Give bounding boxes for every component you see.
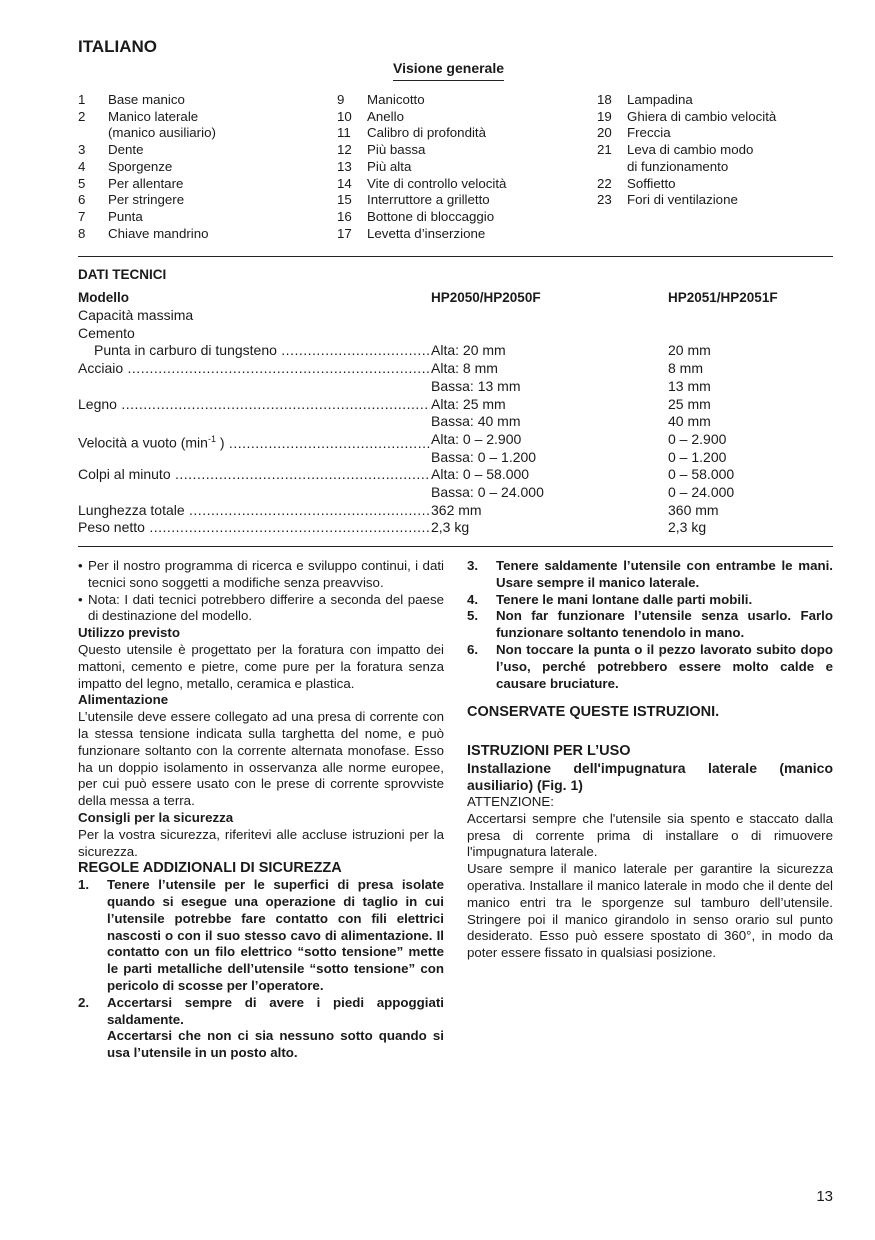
part-item (597, 159, 776, 176)
spec-row (78, 325, 833, 343)
part-label: (manico ausiliario) (108, 125, 216, 141)
note-bullet: • Per il nostro programma di ricerca e sviluppo continui, i dati tecnici sono soggetti a modifiche senza preavviso. (78, 558, 444, 590)
spec-value-model-1: Bassa: 0 – 1.200 (431, 448, 537, 465)
spec-value-model-1: Bassa: 13 mm (431, 377, 521, 394)
spec-value-model-1: Bassa: 0 – 24.000 (431, 484, 544, 500)
part-label: Anello (367, 108, 404, 124)
right-column (467, 558, 833, 962)
part-number: 22 (597, 175, 612, 191)
part-item (597, 125, 776, 142)
part-item (78, 209, 216, 226)
spec-value-model-2: 25 mm (668, 395, 711, 412)
part-item (597, 109, 776, 126)
part-number (597, 159, 627, 176)
spec-value-model-1: Bassa: 40 mm (431, 413, 521, 430)
part-label: Bottone di bloccaggio (367, 208, 495, 224)
part-number: 11 (337, 125, 351, 141)
safety-rule-3: 3. Tenere saldamente l’utensile con entrambe le mani. Usare sempre il manico laterale. (467, 558, 833, 590)
keep-instructions-title: CONSERVATE QUESTE ISTRUZIONI. (467, 704, 720, 721)
spec-label: Capacità massima (78, 307, 194, 323)
spec-value-model-2: 0 – 58.000 (668, 466, 735, 483)
part-item (337, 92, 506, 109)
part-label: Più bassa (367, 142, 426, 158)
safety-rule-1: 1. Tenere l’utensile per le superfici di presa isolate quando si esegue una operazione di taglio in cui l’utensile potrebbe fare contatto con fili elettrici nascosti o con il suo stesso cavo di alimentazione. Il contatto con un filo elettrico “sotto tensione” mette le parti metalliche dell’utensile “sotto tensione” con pericolo di scosse per l’operatore. (78, 877, 444, 993)
part-item (337, 159, 506, 176)
part-number: 19 (597, 108, 612, 124)
part-label: Per allentare (108, 175, 184, 191)
spec-label: Colpi al minuto ..... (78, 466, 430, 484)
spec-value-model-1: Alta: 8 mm (431, 360, 498, 377)
part-number: 14 (337, 175, 352, 191)
spec-row (78, 431, 833, 449)
part-label: Punta (108, 208, 143, 224)
spec-label: Cemento (78, 324, 135, 341)
part-item (337, 125, 506, 142)
power-title: Alimentazione (78, 692, 169, 708)
spec-row (78, 396, 833, 414)
spec-value-model-1: Alta: 0 – 2.900 (431, 430, 522, 447)
parts-list-column-2 (337, 92, 506, 242)
spec-value-model-2: 2,3 kg (668, 519, 707, 536)
spec-label: Peso netto ..... (78, 519, 430, 537)
part-number: 9 (337, 92, 345, 107)
part-number: 7 (78, 208, 86, 224)
part-label: Vite di controllo velocità (367, 175, 507, 191)
part-item (337, 226, 506, 243)
part-number: 20 (597, 125, 612, 141)
part-item (78, 176, 216, 193)
part-item (78, 92, 216, 109)
spec-row (78, 307, 833, 325)
note-bullet: • Nota: I dati tecnici potrebbero differire a seconda del paese di destinazione del modello. (78, 591, 444, 624)
divider (78, 256, 833, 257)
power-text: L’utensile deve essere collegato ad una presa di corrente con la stessa tensione indicata sulla targhetta del nome, e può funzionare soltanto con la corrente alternata monofase. Esso ha un doppio isolamento in osservanza alle norme europee, per cui può essere usato con le prese di corrente sprovviste della messa a terra. (78, 709, 444, 809)
part-label: Calibro di profondità (367, 125, 487, 141)
attention-text: Accertarsi sempre che l'utensile sia spento e staccato dalla presa di corrente prima di installare o di rimuovere l'impugnatura laterale. (467, 810, 833, 860)
part-number: 16 (337, 208, 352, 224)
part-label: Manico laterale (108, 108, 199, 124)
part-label: Lampadina (627, 92, 693, 107)
safety-rule-2: 2. Accertarsi sempre di avere i piedi appoggiati saldamente. Accertarsi che non ci sia nessuno sotto quando si usa l’utensile in un posto alto. (78, 994, 444, 1061)
spec-label: Acciaio ..... (78, 360, 430, 378)
spec-value-model-1: 2,3 kg (431, 519, 470, 536)
part-item (337, 192, 506, 209)
spec-row (78, 502, 833, 520)
part-number: 18 (597, 92, 612, 107)
safety-title: Consigli per la sicurezza (78, 809, 234, 825)
model-1-header: HP2050/HP2050F (431, 290, 541, 305)
part-item (78, 142, 216, 159)
part-label: Più alta (367, 158, 412, 174)
part-label: Interruttore a grilletto (367, 192, 490, 208)
part-number: 12 (337, 142, 352, 158)
part-item (337, 109, 506, 126)
part-number: 10 (337, 108, 352, 124)
safety-rule-5: 5. Non far funzionare l’utensile senza usarlo. Farlo funzionare soltanto tenendolo in mano. (467, 608, 833, 641)
part-label: Chiave mandrino (108, 225, 209, 241)
part-item (597, 192, 776, 209)
model-2-header: HP2051/HP2051F (668, 290, 778, 305)
spec-value-model-2: 13 mm (668, 377, 711, 394)
part-number: 6 (78, 192, 86, 208)
part-number: 15 (337, 192, 352, 208)
spec-value-model-1: Alta: 20 mm (431, 342, 506, 359)
spec-row (78, 519, 833, 537)
part-number: 3 (78, 142, 86, 158)
part-item (337, 209, 506, 226)
divider (78, 546, 833, 547)
additional-rules-title: REGOLE ADDIZIONALI DI SICUREZZA (78, 860, 342, 877)
part-label: Base manico (108, 92, 185, 107)
spec-row (78, 360, 833, 378)
part-number: 5 (78, 175, 86, 191)
spec-value-model-2: 0 – 2.900 (668, 430, 727, 447)
spec-row (78, 449, 833, 467)
spec-label: Punta in carburo di tungsteno ..... (78, 342, 430, 360)
page-number: 13 (816, 1188, 833, 1205)
usage-instructions-title: ISTRUZIONI PER L’USO (467, 743, 631, 760)
part-label: Manicotto (367, 92, 425, 107)
safety-rule-4: 4. Tenere le mani lontane dalle parti mobili. (467, 591, 753, 607)
safety-text: Per la vostra sicurezza, riferitevi alle accluse istruzioni per la sicurezza. (78, 826, 444, 859)
spec-row (78, 466, 833, 484)
spec-value-model-2: 20 mm (668, 342, 711, 359)
part-label: Dente (108, 142, 144, 158)
part-item (337, 176, 506, 193)
part-item (78, 125, 216, 142)
part-item (78, 192, 216, 209)
spec-value-model-1: Alta: 0 – 58.000 (431, 466, 530, 483)
left-column (78, 558, 444, 1062)
part-label: Freccia (627, 125, 671, 141)
install-text: Usare sempre il manico laterale per garantire la sicurezza operativa. Installare il manico laterale in modo che il dente del manico entri tra le sporgenze sul tamburo dell’utensile. Stringere poi il manico girandolo in senso orario sul punto desiderato. Esso può essere spostato di 360°, in modo da poter essere fissato in qualsiasi posizione. (467, 861, 833, 961)
specs-title: DATI TECNICI (78, 267, 167, 282)
spec-value-model-2: 40 mm (668, 413, 711, 430)
language-title: ITALIANO (78, 37, 158, 56)
part-item (78, 159, 216, 176)
part-item (78, 109, 216, 126)
part-item (597, 92, 776, 109)
part-label: Ghiera di cambio velocità (627, 108, 777, 124)
part-number: 13 (337, 158, 352, 174)
part-label: Leva di cambio modo (627, 142, 754, 158)
safety-rule-6: 6. Non toccare la punta o il pezzo lavorato subito dopo l’uso, perché potrebbero essere molto calde e causare bruciature. (467, 641, 833, 691)
part-label: Fori di ventilazione (627, 192, 738, 208)
part-item (597, 176, 776, 193)
parts-list-column-3 (597, 92, 776, 209)
part-number: 2 (78, 108, 86, 124)
part-label: di funzionamento (627, 158, 729, 174)
spec-label: Velocità a vuoto ($\min^{-1}$ ) ..... (78, 431, 430, 452)
install-handle-title: Installazione dell'impugnatura laterale (manico ausiliario) (Fig. 1) (467, 759, 833, 793)
spec-label: Legno ..... (78, 396, 430, 414)
spec-value-model-2: 0 – 1.200 (668, 448, 727, 465)
spec-row (78, 342, 833, 360)
part-number (78, 125, 108, 142)
part-number: 17 (337, 225, 352, 241)
part-number: 4 (78, 158, 86, 174)
part-number: 21 (597, 142, 612, 158)
part-number: 23 (597, 192, 612, 208)
parts-list-column-1 (78, 92, 216, 242)
spec-value-model-1: Alta: 25 mm (431, 395, 506, 412)
spec-row (78, 484, 833, 502)
spec-row (78, 413, 833, 431)
part-label: Sporgenze (108, 158, 173, 174)
part-number: 1 (78, 92, 86, 107)
intended-use-title: Utilizzo previsto (78, 625, 180, 641)
part-number: 8 (78, 225, 86, 241)
part-label: Soffietto (627, 175, 676, 191)
intended-use-text: Questo utensile è progettato per la foratura con impatto dei mattoni, cemento e pietre, come pure per la foratura senza impatto del legno, metallo, ceramica e plastica. (78, 641, 444, 691)
overview-title: Visione generale (393, 60, 504, 81)
part-item (597, 142, 776, 159)
spec-value-model-2: 8 mm (668, 360, 703, 377)
attention-label: ATTENZIONE: (467, 793, 554, 809)
spec-value-model-1: 362 mm (431, 501, 482, 518)
part-item (337, 142, 506, 159)
spec-value-model-2: 360 mm (668, 501, 719, 518)
spec-label: Lunghezza totale ..... (78, 502, 430, 520)
spec-value-model-2: 0 – 24.000 (668, 484, 735, 500)
part-label: Per stringere (108, 192, 185, 208)
specs-header-row (78, 289, 833, 307)
spec-row (78, 378, 833, 396)
part-label: Levetta d’inserzione (367, 225, 486, 241)
spec-label: Modello (78, 290, 129, 305)
part-item (78, 226, 216, 243)
